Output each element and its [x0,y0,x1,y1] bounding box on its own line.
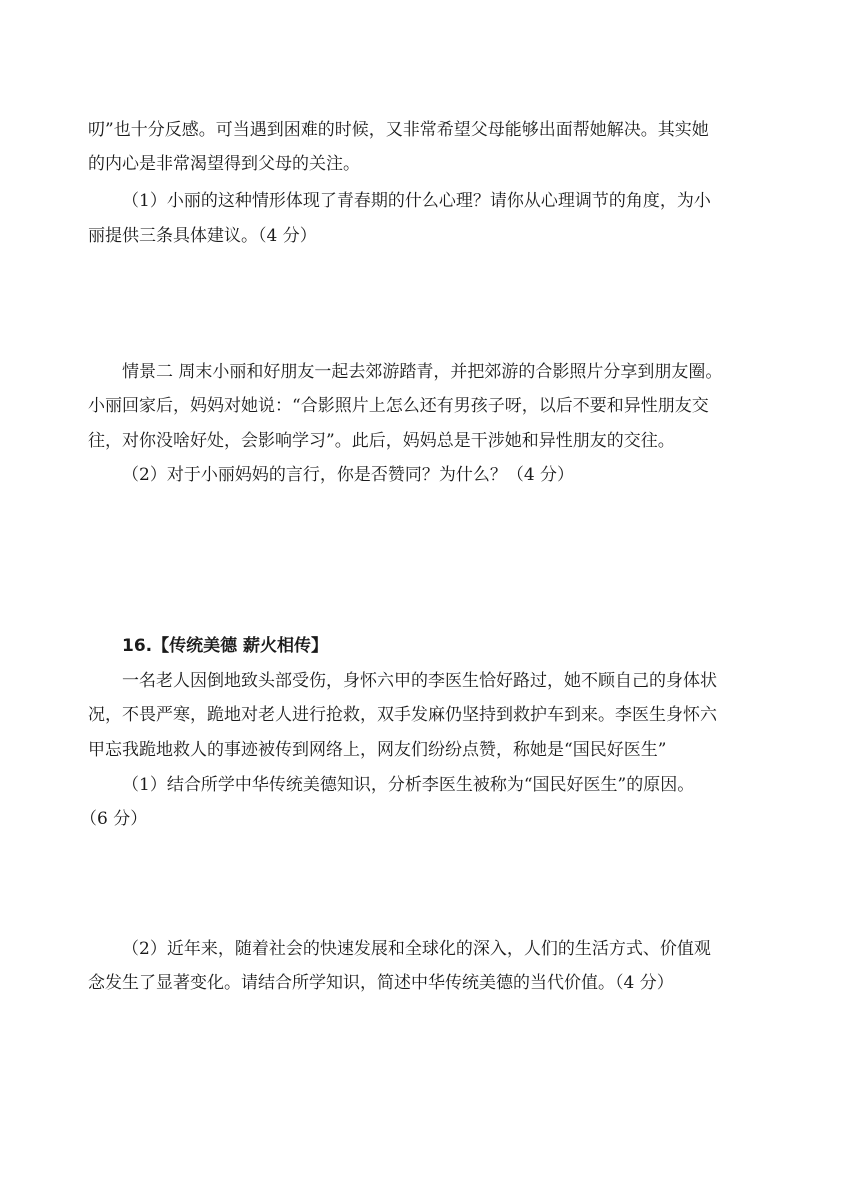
passage-line: 叨”也十分反感。可当遇到困难的时候，又非常希望父母能够出面帮她解决。其实她 [88,120,709,140]
passage-line: 小丽回家后，妈妈对她说：“合影照片上怎么还有男孩子呀，以后不要和异性朋友交 [88,396,709,416]
question-line: 念发生了显著变化。请结合所学知识，简述中华传统美德的当代价值。（4 分） [88,973,674,993]
passage-line: 的内心是非常渴望得到父母的关注。 [88,154,360,174]
question-line: （1）小丽的这种情形体现了青春期的什么心理？请你从心理调节的角度，为小 [122,191,711,211]
passage-line: 一名老人因倒地致头部受伤，身怀六甲的李医生恰好路过，她不顾自己的身体状 [122,671,717,691]
question-line: （2）近年来，随着社会的快速发展和全球化的深入，人们的生活方式、价值观 [122,939,711,959]
question-line: （1）结合所学中华传统美德知识，分析李医生被称为“国民好医生”的原因。 [122,775,695,795]
passage-line: 况，不畏严寒，跪地对老人进行抢救，双手发麻仍坚持到救护车到来。李医生身怀六 [88,705,717,725]
question-heading: 16.【传统美德 薪火相传】 [122,636,329,656]
question-line: （6 分） [80,809,148,829]
passage-line: 甲忘我跪地救人的事迹被传到网络上，网友们纷纷点赞，称她是“国民好医生” [88,740,667,760]
question-line: （2）对于小丽妈妈的言行，你是否赞同？为什么？（4 分） [122,465,575,485]
passage-line: 情景二 周末小丽和好朋友一起去郊游踏青，并把郊游的合影照片分享到朋友圈。 [122,362,723,382]
passage-line: 往，对你没啥好处，会影响学习”。此后，妈妈总是干涉她和异性朋友的交往。 [88,431,675,451]
question-line: 丽提供三条具体建议。（4 分） [88,226,317,246]
